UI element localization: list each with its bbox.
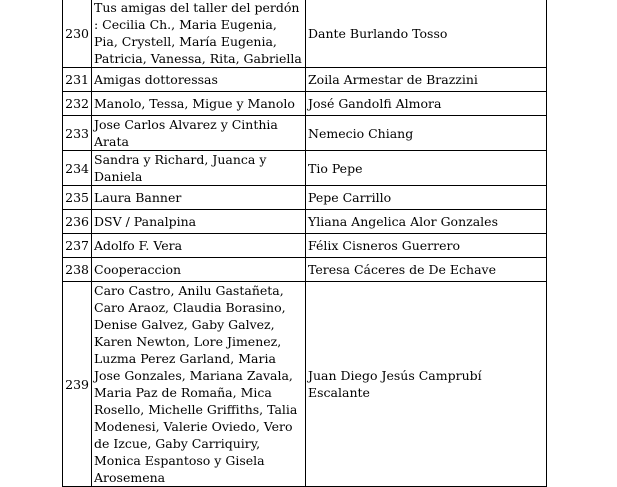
donor-names: Laura Banner: [92, 186, 306, 210]
donor-names: Cooperaccion: [92, 258, 306, 282]
table-row: [63, 186, 547, 210]
row-number: 234: [63, 151, 92, 186]
row-number: 237: [63, 234, 92, 258]
table-row: [63, 116, 547, 151]
row-number: 231: [63, 68, 92, 92]
donor-names: Caro Castro, Anilu Gastañeta, Caro Araoz, Claudia Borasino, Denise Galvez, Gaby Galvez, Karen Newton, Lore Jimenez, Luzma Perez Garland, Maria Jose Gonzales, Mariana Zavala, Maria Paz de Romaña, Mica Rosello, Michelle Griffiths, Talia Modenesi, Valerie Oviedo, Vero de Izcue, Gaby Carriquiry, Monica Espantoso y Gisela Arosemena: [92, 282, 306, 487]
donor-names: Sandra y Richard, Juanca y Daniela: [92, 151, 306, 186]
row-number: 235: [63, 186, 92, 210]
honoree-name: Félix Cisneros Guerrero: [306, 234, 547, 258]
row-number: 233: [63, 116, 92, 151]
honoree-name: José Gandolfi Almora: [306, 92, 547, 116]
table-row: [63, 258, 547, 282]
honoree-name: Juan Diego Jesús Camprubí Escalante: [306, 282, 547, 487]
table-row: [63, 282, 547, 487]
donor-names: DSV / Panalpina: [92, 210, 306, 234]
honoree-name: Pepe Carrillo: [306, 186, 547, 210]
honoree-name: Teresa Cáceres de De Echave: [306, 258, 547, 282]
table-row: [63, 92, 547, 116]
row-number: 238: [63, 258, 92, 282]
table-row: [63, 210, 547, 234]
row-number: 239: [63, 282, 92, 487]
honoree-name: Tio Pepe: [306, 151, 547, 186]
donations-table: [62, 0, 547, 487]
donor-names: Adolfo F. Vera: [92, 234, 306, 258]
table-row: [63, 68, 547, 92]
honoree-name: Nemecio Chiang: [306, 116, 547, 151]
table-row: [63, 0, 547, 68]
row-number: 232: [63, 92, 92, 116]
honoree-name: Dante Burlando Tosso: [306, 0, 547, 68]
donor-names: Amigas dottoressas: [92, 68, 306, 92]
table-row: [63, 234, 547, 258]
row-number: 236: [63, 210, 92, 234]
donor-names: Jose Carlos Alvarez y Cinthia Arata: [92, 116, 306, 151]
table-row: [63, 151, 547, 186]
row-number: 230: [63, 0, 92, 68]
donor-names: Manolo, Tessa, Migue y Manolo: [92, 92, 306, 116]
donor-names: Tus amigas del taller del perdón : Cecilia Ch., Maria Eugenia, Pia, Crystell, María Eugenia, Patricia, Vanessa, Rita, Gabriella: [92, 0, 306, 68]
honoree-name: Zoila Armestar de Brazzini: [306, 68, 547, 92]
honoree-name: Yliana Angelica Alor Gonzales: [306, 210, 547, 234]
